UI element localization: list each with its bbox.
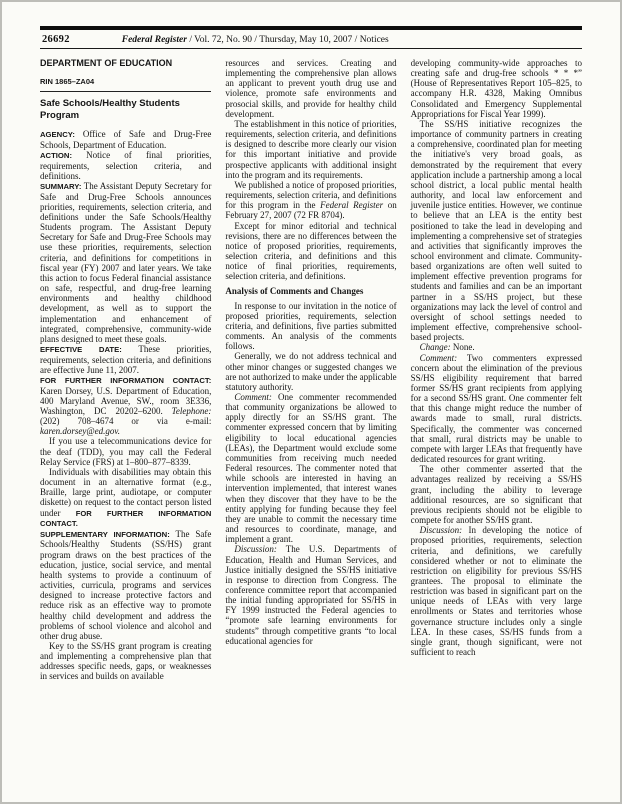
column-left [40, 58, 211, 682]
comment-text: Two commenters expressed concern about the elimination of the previous SS/HS eligibility requirement that barred former SS/HS grant recipients from applying for a second SS/HS grant. One commenter felt that this change might reduce the number of awards made to small, rural districts. Specifically, the commenter was concerned that small, rural districts may be unable to compete with larger LEAs that frequently have dedicated resources for grant writing. [410, 352, 582, 465]
discussion-label: Discussion: [234, 544, 277, 555]
analysis-heading: Analysis of Comments and Changes [225, 286, 364, 297]
revisions-paragraph: Except for minor editorial and technical revisions, there are no differences between the notice of proposed priorities, requirements, selection criteria, and definitions and this notice of final priorities, requirements, selection criteria, and definitions. [225, 220, 397, 282]
generally-paragraph: Generally, we do not address technical and other minor changes or suggested changes we are not authorized to make under the applicable statutory authority. [225, 351, 397, 392]
federal-register-citation: Federal Register [320, 200, 384, 211]
change-text: None. [452, 342, 475, 353]
discussion-text: The U.S. Departments of Education, Health and Human Services, and Justice initially designed the SS/HS initiative in response to direction from Congress. The conference committee report that accompanied the initial funding appropriated for SS/HS in FY 1999 instructed the Federal agencies to “promote safe learning environments for students” through competitive grants “to local educational agencies for [225, 544, 397, 646]
supplementary-section [40, 529, 211, 641]
telephone-label: Telephone: [171, 406, 212, 416]
header-thin-rule [40, 48, 582, 49]
page-header [40, 32, 582, 48]
tdd-paragraph: If you use a telecommunications device for the deaf (TDD), you may call the Federal Relay Service (FRS) at 1–800–877–8339. [40, 436, 212, 467]
published-notice-paragraph [225, 180, 396, 221]
masthead-title [122, 35, 389, 45]
comment-label: Comment: [419, 352, 458, 363]
page-number: 26692 [42, 34, 70, 45]
contact-section [40, 375, 211, 436]
key-paragraph: Key to the SS/HS grant program is creating and implementing a comprehensive plan that addresses specific needs, gaps, or weaknesses in services and builds on available [40, 640, 212, 682]
published-notice-text-a: We published a notice of proposed priorities, requirements, selection criteria, and definitions for this program in the [225, 179, 397, 211]
action-text: Notice of final priorities, requirements, selection criteria, and definitions. [40, 149, 212, 181]
alternative-format-paragraph [40, 467, 211, 529]
column-divider-rule [40, 91, 211, 92]
masthead-journal-name: Federal Register [121, 35, 187, 45]
contact-email: karen.dorsey@ed.gov. [40, 426, 121, 437]
contact-label: FOR FURTHER INFORMATION CONTACT: [40, 375, 212, 385]
comment-text: One commenter recommended that community organizations be allowed to apply directly for an SS/HS grant. The commenter expressed concern that by limiting eligibility to local educational agencies (LEAs), the Department would exclude some communities from receiving much needed Federal resources. The commenter noted that while schools are interested in having an intervention implemented, that interest wanes when they discover that they have to be the entity applying for funding because they feel they are unable to commit the necessary time and resources to coordinate, manage, and implement a grant. [225, 392, 397, 545]
published-notice-text-b: on February 27, 2007 (72 FR 8704). [225, 200, 397, 221]
effective-date-section [40, 344, 211, 375]
other-commenter-paragraph: The other commenter asserted that the advantages realized by receiving a SS/HS grant, including the ability to leverage additional resources, are so significant that previous recipients should not be eligible to compete for another SS/HS grant. [410, 464, 582, 526]
summary-text: The Assistant Deputy Secretary for Safe and Drug-Free Schools announces priorities, requirements, selection criteria, and definitions under the Safe Schools/Healthy Students program. The Assistant Deputy Secretary for Safe and Drug-Free Schools may use these priorities, requirements, selection criteria, and definitions for competitions in fiscal year (FY) 2007 and later years. We take this action to focus Federal financial assistance on safe, respectful, and drug-free learning environments and healthy childhood development, as well as to support the implementation and enhancement of integrated, comprehensive, community-wide plans designed to meet these goals. [40, 180, 212, 344]
comment-paragraph [225, 392, 396, 544]
column-right [411, 58, 582, 682]
department-heading: DEPARTMENT OF EDUCATION [40, 58, 173, 68]
discussion-paragraph [411, 525, 582, 657]
change-label: Change: [419, 342, 451, 353]
establishment-paragraph: The establishment in this notice of priorities, requirements, selection criteria, and definitions is designed to describe more clearly our vision for this important initiative and provide prospective applicants with additional insight into the program and its requirements. [225, 118, 397, 180]
supplementary-text: The Safe Schools/Healthy Students (SS/HS) grant program draws on the best practices of the education, justice, social service, and mental health systems to provide a continuum of activities, curricula, programs and services designed to increase protective factors and reduce risk as an effective way to promote healthy child development and address the problems of school violence and alcohol and other drug abuse. [40, 528, 212, 641]
summary-section [40, 181, 211, 344]
header-thick-rule [40, 26, 582, 30]
supplementary-label: SUPPLEMENTARY INFORMATION: [40, 529, 170, 539]
discussion-text: In developing the notice of proposed priorities, requirements, selection criteria, and definitions, we carefully considered whether or not to eliminate the restriction on eligibility for previous SS/HS grantees. The proposal to eliminate the restriction was based in significant part on the unique needs of LEAs with very large enrollments or States and territories whose governance structure includes only a single LEA. In these cases, SS/HS funds from a single grant, though significant, were not sufficient to reach [410, 525, 582, 658]
initiative-paragraph: The SS/HS initiative recognizes the importance of community partners in creating a comprehensive, coordinated plan for meeting the initiative's very broad goals, as demonstrated by the requirement that every application include a partnership among a local school district, a local public mental health authority, and local law enforcement and juvenile justice entities. However, we continue to believe that an LEA is the entity best positioned to take the lead in developing and implementing a comprehensive set of strategies and activities that significantly improves the school environment and climate. Community-based organizations are often well suited to implement effective prevention programs for students and families and can be an important partner in a SS/HS project, but these organizations may lack the level of control and oversight of school settings needed to implement effective, comprehensive school-based projects. [410, 118, 582, 343]
action-label: ACTION: [40, 150, 73, 160]
effective-date-label: EFFECTIVE DATE: [40, 344, 122, 354]
discussion-paragraph [225, 544, 396, 646]
contact-crossref: FOR FURTHER INFORMATION CONTACT. [40, 508, 212, 529]
column-middle [225, 58, 396, 682]
agency-section [40, 129, 211, 150]
telephone-text: (202) 708–4674 or via e-mail: [40, 416, 212, 427]
program-title: Safe Schools/Healthy Students Program [40, 98, 180, 121]
action-section [40, 150, 211, 181]
discussion-label: Discussion: [419, 525, 463, 536]
comment-paragraph [411, 353, 582, 465]
continuation-paragraph: developing community-wide approaches to creating safe and drug-free schools * * *” (House of Representatives Report 105–825, to accompany H.R. 4328, Making Omnibus Consolidated and Emergency Supplemental Appropriations for Fiscal Year 1999). [410, 58, 582, 119]
masthead-issue-info: / Vol. 72, No. 90 / Thursday, May 10, 2007 / Notices [189, 35, 389, 45]
alternative-format-text: Individuals with disabilities may obtain this document in an alternative format (e.g., Braille, large print, audiotape, or computer diskette) on request to the contact person listed under [40, 466, 212, 518]
invitation-paragraph: In response to our invitation in the notice of proposed priorities, requirements, selection criteria, and definitions, five parties submitted comments. An analysis of the comments follows. [225, 300, 397, 352]
agency-label: AGENCY: [40, 130, 75, 140]
effective-date-text: These priorities, requirements, selection criteria, and definitions are effective June 11, 2007. [40, 343, 212, 375]
rin-number: RIN 1865–ZA04 [40, 76, 95, 86]
continuation-paragraph: resources and services. Creating and implementing the comprehensive plan allows an applicant to prevent youth drug use and violence, promote safe environments and prosocial skills, and provide for healthy child development. [225, 58, 397, 119]
comment-label: Comment: [234, 392, 272, 402]
document-body [40, 58, 582, 682]
contact-text: Karen Dorsey, U.S. Department of Education, 400 Maryland Avenue, SW., room 3E336, Washington, DC 20202–6200. [40, 385, 212, 416]
change-paragraph [411, 342, 582, 352]
agency-text: Office of Safe and Drug-Free Schools, Department of Education. [40, 129, 212, 150]
summary-label: SUMMARY: [40, 181, 82, 191]
